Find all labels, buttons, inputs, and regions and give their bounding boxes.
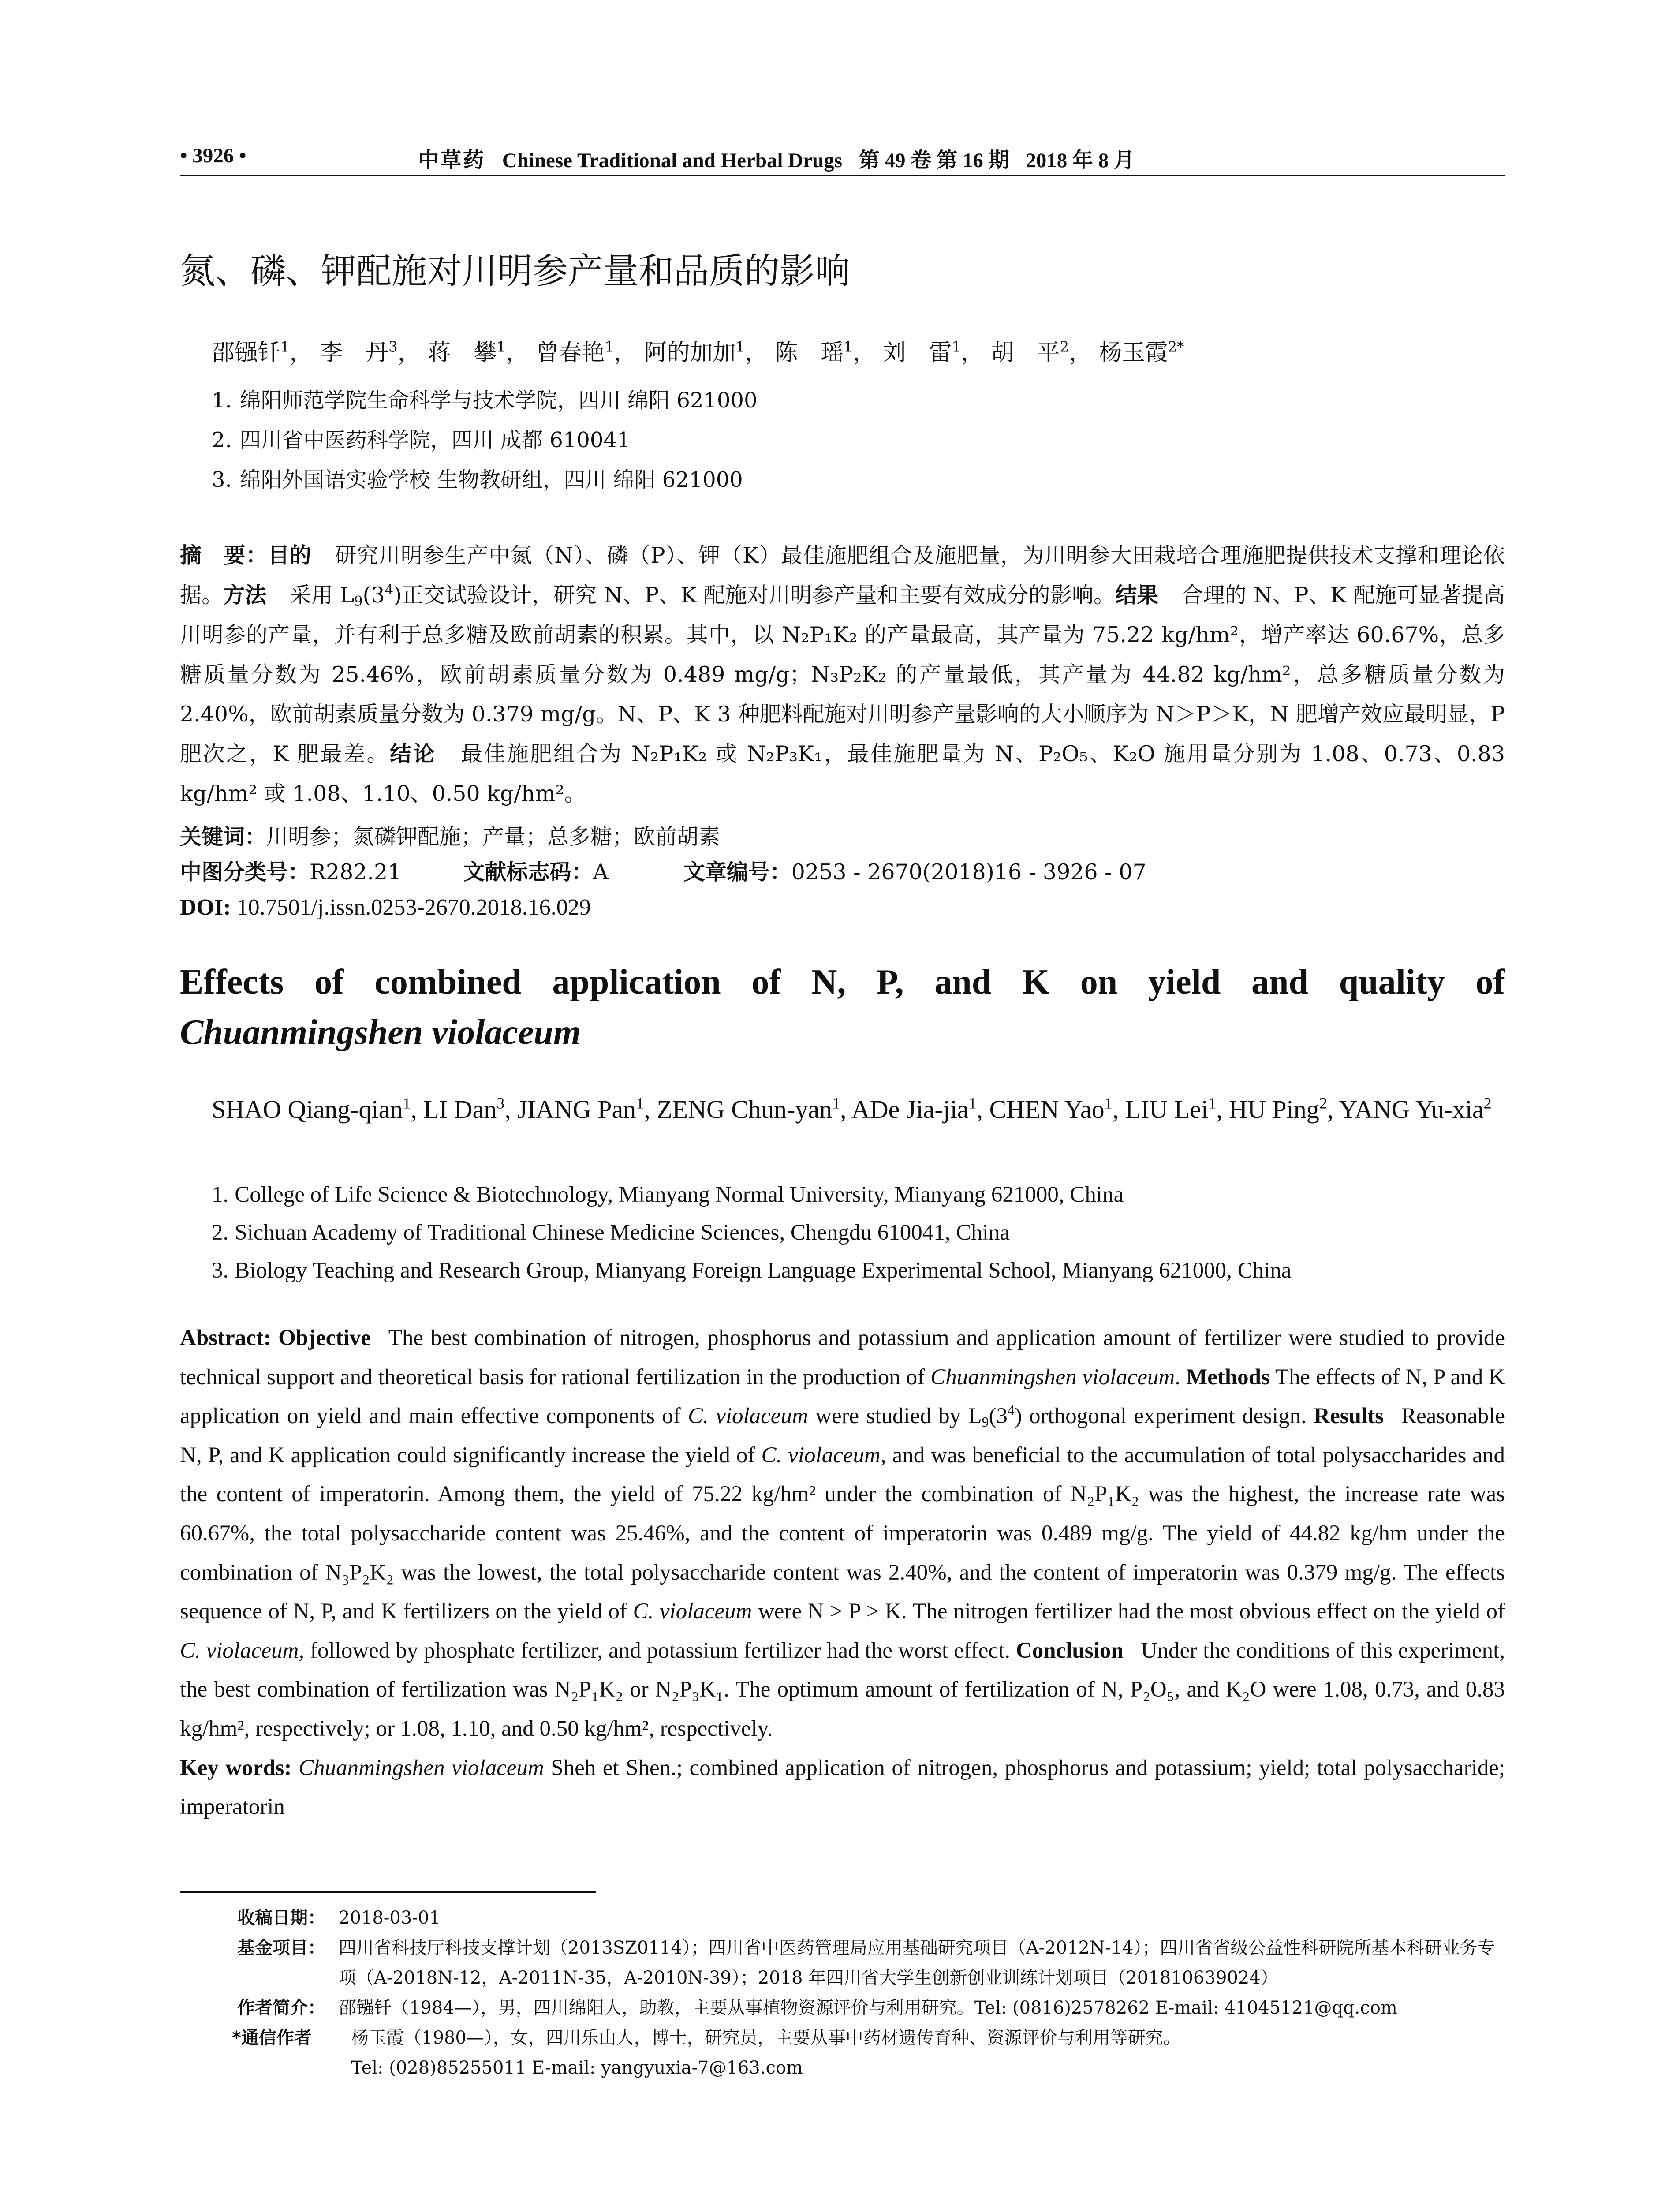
- abstract-en-label: Abstract:: [180, 1326, 271, 1350]
- affiliation-en: 2. Sichuan Academy of Traditional Chinese Medicine Sciences, Chengdu 610041, China: [212, 1220, 1010, 1245]
- results-cn: 合理的 N、P、K 配施可显著提高川明参的产量，并有利于总多糖及欧前胡素的积累。其中，以 N₂P₁K₂ 的产量最高，其产量为 75.22 kg/hm²，增产率达 60.67%，总多糖质量分数为 25.46%，欧前胡素质量分数为 0.489 mg/g；N₃P₂K₂ 的产量最低，其产量为 44.82 kg/hm²，总多糖质量分数为 2.40%，欧前胡素质量分数为 0.379 mg/g。N、P、K 3 种肥料配施对川明参产量影响的大小顺序为 N＞P＞K，N 肥增产效应最明显，P 肥次之，K 肥最差。: [180, 583, 1505, 766]
- issue-date: 2018 年 8 月: [1026, 149, 1135, 172]
- keywords-cn: 关键词：川明参；氮磷钾配施；产量；总多糖；欧前胡素: [180, 824, 721, 849]
- author-cn: 陈 瑶$^1$，: [775, 338, 876, 366]
- author-cn: 刘 雷$^1$，: [883, 338, 984, 366]
- abstract-cn-label: 摘 要：: [180, 543, 268, 568]
- author-en: LI Dan$^3$,: [423, 1094, 518, 1124]
- journal-name-cn: 中草药: [418, 148, 485, 172]
- footnote-rule: [180, 1891, 596, 1893]
- author-en: ZENG Chun-yan$^1$,: [657, 1094, 851, 1124]
- footnote-corresponding: *通信作者 杨玉霞（1980—），女，四川乐山人，博士，研究员，主要从事中药材遗传育种、资源评价与利用等研究。 Tel: (028)85255011 E-mail: yangyuxia-7@163.com: [232, 2028, 1181, 2078]
- methods-en-label: Methods: [1186, 1364, 1270, 1390]
- author-cn: 杨玉霞$^{2*}$: [1099, 338, 1184, 366]
- author-cn: 李 丹$^3$，: [320, 338, 421, 366]
- header-rule: [180, 175, 1505, 176]
- title-en: Effects of combined application of N, P, and K on yield and quality of: [180, 963, 1505, 1002]
- author-en: YANG Yu-xia$^2$: [1339, 1094, 1492, 1124]
- results-cn-label: 结果: [1115, 583, 1159, 608]
- abstract-cn: 摘 要：目的 研究川明参生产中氮（N）、磷（P）、钾（K）最佳施肥组合及施肥量，为川明参大田栽培合理施肥提供技术支撑和理论依据。方法 采用 $L_9(3^4)$正交试验设计，研究 N、P、K 配施对川明参产量和主要有效成分的影响。结果 合理的 N、P、K 配施可显著提高川明参的产量，并有利于总多糖及欧前胡素的积累。其中，以 N₂P₁K₂ 的产量最高，其产量为 75.22 kg/hm²，增产率达 60.67%，总多糖质量分数为 25.46%，欧前胡素质量分数为 0.489 mg/g；N₃P₂K₂ 的产量最低，其产量为 44.82 kg/hm²，总多糖质量分数为 2.40%，欧前胡素质量分数为 0.379 mg/g。N、P、K 3 种肥料配施对川明参产量影响的大小顺序为 N＞P＞K，N 肥增产效应最明显，P 肥次之，K 肥最差。结论 最佳施肥组合为 N₂P₁K₂ 或 N₂P₃K₁，最佳施肥量为 N、P₂O₅、K₂O 施用量分别为 1.08、0.73、0.83 kg/hm² 或 1.08、1.10、0.50 kg/hm²。: [180, 543, 1505, 806]
- objective-cn-label: 目的: [268, 543, 312, 568]
- doi-value: 10.7501/j.issn.0253-2670.2018.16.029: [236, 895, 591, 920]
- abstract-en: Abstract: Objective The best combination of nitrogen, phosphorus and potassium and application amount of fertilizer were studied to provide technical support and theoretical basis for rational fertilization in the production of Chuanmingshen violaceum. Methods The effects of N, P and K application on yield and main effective components of C. violaceum were studied by $L_9(3^4)$ orthogonal experiment design. Results Reasonable N, P, and K application could significantly increase the yield of C. violaceum, and was beneficial to the accumulation of total polysaccharides and the content of imperatorin. Among them, the yield of 75.22 kg/hm² under the combination of N₂P₁K₂ was the highest, the increase rate was 60.67%, the total polysaccharide content was 25.46%, and the content of imperatorin was 0.489 mg/g. The yield of 44.82 kg/hm under the combination of N₃P₂K₂ was the lowest, the total polysaccharide content was 2.40%, and the content of imperatorin was 0.379 mg/g. The effects sequence of N, P, and K fertilizers on the yield of C. violaceum were N > P > K. The nitrogen fertilizer had the most obvious effect on the yield of C. violaceum, followed by phosphate fertilizer, and potassium fertilizer had the worst effect. Conclusion Under the conditions of this experiment, the best combination of fertilization was N₂P₁K₂ or N₂P₃K₁. The optimum amount of fertilization of N, P₂O₅, and K₂O were 1.08, 0.73, and 0.83 kg/hm², respectively; or 1.08, 1.10, and 0.50 kg/hm², respectively. Key words: Chuanmingshen violaceum Sheh et Shen.; combined application of nitrogen, phosphorus and potassium; yield; total polysaccharide; imperatorin: [180, 1326, 1505, 1820]
- author-en: ADe Jia-jia$^1$,: [851, 1094, 989, 1124]
- affiliation-cn: 3. 绵阳外国语实验学校 生物教研组，四川 绵阳 621000: [212, 467, 743, 492]
- authors-cn: [212, 335, 1505, 370]
- authors-en: [212, 1089, 1505, 1130]
- author-cn: 曾春艳$^1$，: [536, 338, 637, 366]
- footnote-author: 作者简介： 邵镪钎（1984—），男，四川绵阳人，助教，主要从事植物资源评价与利用研究。Tel: (0816)2578262 E-mail: 41045121@qq.com: [237, 1998, 1397, 2018]
- affiliation-cn: 1. 绵阳师范学院生命科学与技术学院，四川 绵阳 621000: [212, 388, 758, 413]
- affiliation-en: 1. College of Life Science & Biotechnology, Mianyang Normal University, Mianyang 621000, China: [212, 1182, 1124, 1207]
- journal-info: [418, 144, 1146, 173]
- title-en-species: Chuanmingshen violaceum: [180, 1013, 581, 1052]
- conclusion-cn-label: 结论: [390, 741, 437, 766]
- author-cn: 蒋 攀$^1$，: [428, 338, 529, 366]
- page-number: • 3926 •: [180, 144, 246, 167]
- journal-name-en: Chinese Traditional and Herbal Drugs: [502, 149, 843, 172]
- author-en: HU Ping$^2$,: [1229, 1094, 1339, 1124]
- footnote-fund: 基金项目： 四川省科技厅科技支撑计划（2013SZ0114）；四川省中医药管理局应用基础研究项目（A-2012N-14）；四川省省级公益性科研院所基本科研业务专项（A-2018N-12，A-2011N-35，A-2010N-39）；2018 年四川省大学生创新创业训练计划项目（201810639024）: [237, 1938, 1495, 1988]
- affiliation-cn: 2. 四川省中医药科学院，四川 成都 610041: [212, 428, 631, 452]
- methods-cn-label: 方法: [223, 583, 267, 608]
- author-cn: 邵镪钎$^1$，: [212, 338, 313, 366]
- author-cn: 胡 平$^2$，: [991, 338, 1092, 366]
- title-cn: 氮、磷、钾配施对川明参产量和品质的影响: [180, 250, 850, 292]
- affiliation-en: 3. Biology Teaching and Research Group, Mianyang Foreign Language Experimental School, Mianyang 621000, China: [212, 1258, 1292, 1283]
- author-en: CHEN Yao$^1$,: [989, 1094, 1125, 1124]
- author-cn: 阿的加加$^1$，: [644, 338, 768, 366]
- author-en: LIU Lei$^1$,: [1125, 1094, 1229, 1124]
- classification-line: 中图分类号：R282.21 文献标志码：A 文章编号：0253 - 2670(2018)16 - 3926 - 07: [180, 860, 1146, 885]
- conclusion-en-label: Conclusion: [1015, 1638, 1124, 1663]
- volume-issue: 第 49 卷 第 16 期: [859, 149, 1009, 172]
- results-en-label: Results: [1314, 1404, 1384, 1429]
- methods-cn: )正交试验设计，研究 N、P、K 配施对川明参产量和主要有效成分的影响。: [393, 583, 1116, 608]
- author-en: SHAO Qiang-qian$^1$,: [212, 1094, 424, 1124]
- author-en: JIANG Pan$^1$,: [517, 1094, 657, 1124]
- running-header: [180, 140, 1505, 176]
- conclusion-cn: 最佳施肥组合为 N₂P₁K₂ 或 N₂P₃K₁，最佳施肥量为 N、P₂O₅、K₂O 施用量分别为 1.08、0.73、0.83 kg/hm² 或 1.08、1.10、0.50 kg/hm²。: [180, 741, 1505, 806]
- footnote-received: 收稿日期： 2018-03-01: [237, 1908, 441, 1928]
- footnotes: [180, 1903, 1505, 2083]
- keywords-en-label: Key words:: [180, 1755, 292, 1780]
- doi-line: DOI: 10.7501/j.issn.0253-2670.2018.16.029: [180, 895, 591, 920]
- keywords-en: Sheh et Shen.; combined application of nitrogen, phosphorus and potassium; yield; total polysaccharide; imperatorin: [180, 1755, 1505, 1820]
- objective-cn: 研究川明参生产中氮（N）、磷（P）、钾（K）最佳施肥组合及施肥量，为川明参大田栽培合理施肥提供技术支撑和理论依据。: [180, 543, 1505, 608]
- objective-en-label: Objective: [278, 1326, 371, 1350]
